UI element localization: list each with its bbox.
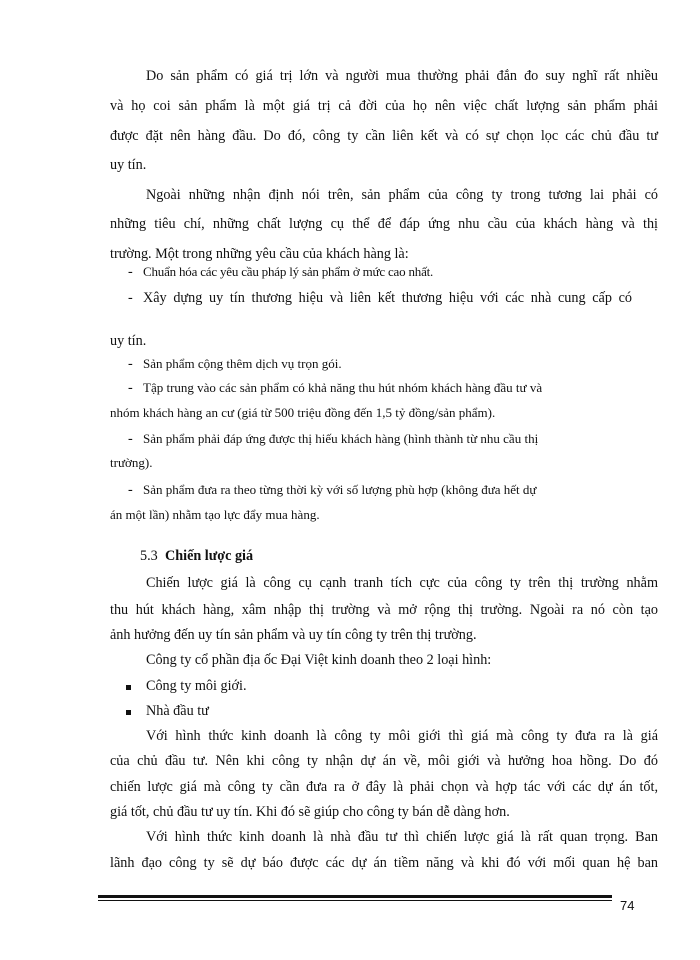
dash-marker: - <box>128 356 133 372</box>
dash-marker: - <box>128 264 133 280</box>
document-page: Do sản phẩm có giá trị lớn và người mua thường phải đắn đo suy nghĩ rất nhiều và họ coi sản phẩm là một giá trị cả đời của họ nên việc chất lượng sản phẩm phải được đặt nên hàng đầu. Do đó, công ty cần liên kết và có sự chọn lọc các chủ đầu tư uy tín. Ngoài những nhận định nói trên, sản phẩm của công ty trong tương lai phải có những tiêu chí, những chất lượng cụ thể để đáp ứng nhu cầu của khách hàng và thị trường. Một trong những yêu cầu của khách hàng là: - Chuẩn hóa các yêu cầu pháp lý sản phẩm ở mức cao nhất. - Xây dựng uy tín thương hiệu và liên kết thương hiệu với các nhà cung cấp có uy tín. - Sản phẩm cộng thêm dịch vụ trọn gói. - Tập trung vào các sản phẩm có khả năng thu hút nhóm khách hàng đầu tư và nhóm khách hàng an cư (giá từ 500 triệu đồng đến 1,5 tỷ đồng/sản phẩm). - Sản phẩm phải đáp ứng được thị hiếu khách hàng (hình thành từ nhu cầu thị trường). - Sản phẩm đưa ra theo từng thời kỳ với số lượng phù hợp (không đưa hết dự án một lần) nhằm tạo lực đẩy mua hàng. 5.3 Chiến lược giá Chiến lược giá là công cụ cạnh tranh tích cực của công ty trên thị trường nhằm thu hút khách hàng, xâm nhập thị trường và mở rộng thị trường. Ngoài ra nó còn tạo ảnh hưởng đến uy tín sản phẩm và uy tín công ty trên thị trường. Công ty cổ phần địa ốc Đại Việt kinh doanh theo 2 loại hình: Công ty môi giới. Nhà đầu tư Với hình thức kinh doanh là công ty môi giới thì giá mà công ty đưa ra là giá của chủ đầu tư. Nên khi công ty nhận dự án về, môi giới và hưởng hoa hồng. Do đó chiến lược giá mà công ty cần đưa ra ở đây là phải chọn và hợp tác với các dự án tốt, giá tốt, chủ đầu tư uy tín. Khi đó sẽ giúp cho công ty bán dễ dàng hơn. Với hình thức kinh doanh là nhà đầu tư thì chiến lược giá là rất quan trọng. Ban lãnh đạo công ty sẽ dự báo được các dự án tiềm năng và khi đó với mối quan hệ ban 74 <box>0 0 700 960</box>
square-bullet-icon <box>126 710 131 715</box>
dash-marker: - <box>128 290 133 306</box>
footer-rule-thin <box>98 900 612 901</box>
square-bullet-icon <box>126 685 131 690</box>
footer-rule-thick <box>98 895 612 898</box>
section-number: 5.3 <box>140 548 158 564</box>
section-title: Chiến lược giá <box>165 548 254 564</box>
dash-marker: - <box>128 380 133 396</box>
dash-marker: - <box>128 482 133 498</box>
dash-marker: - <box>128 431 133 447</box>
page-number: 74 <box>620 898 635 913</box>
